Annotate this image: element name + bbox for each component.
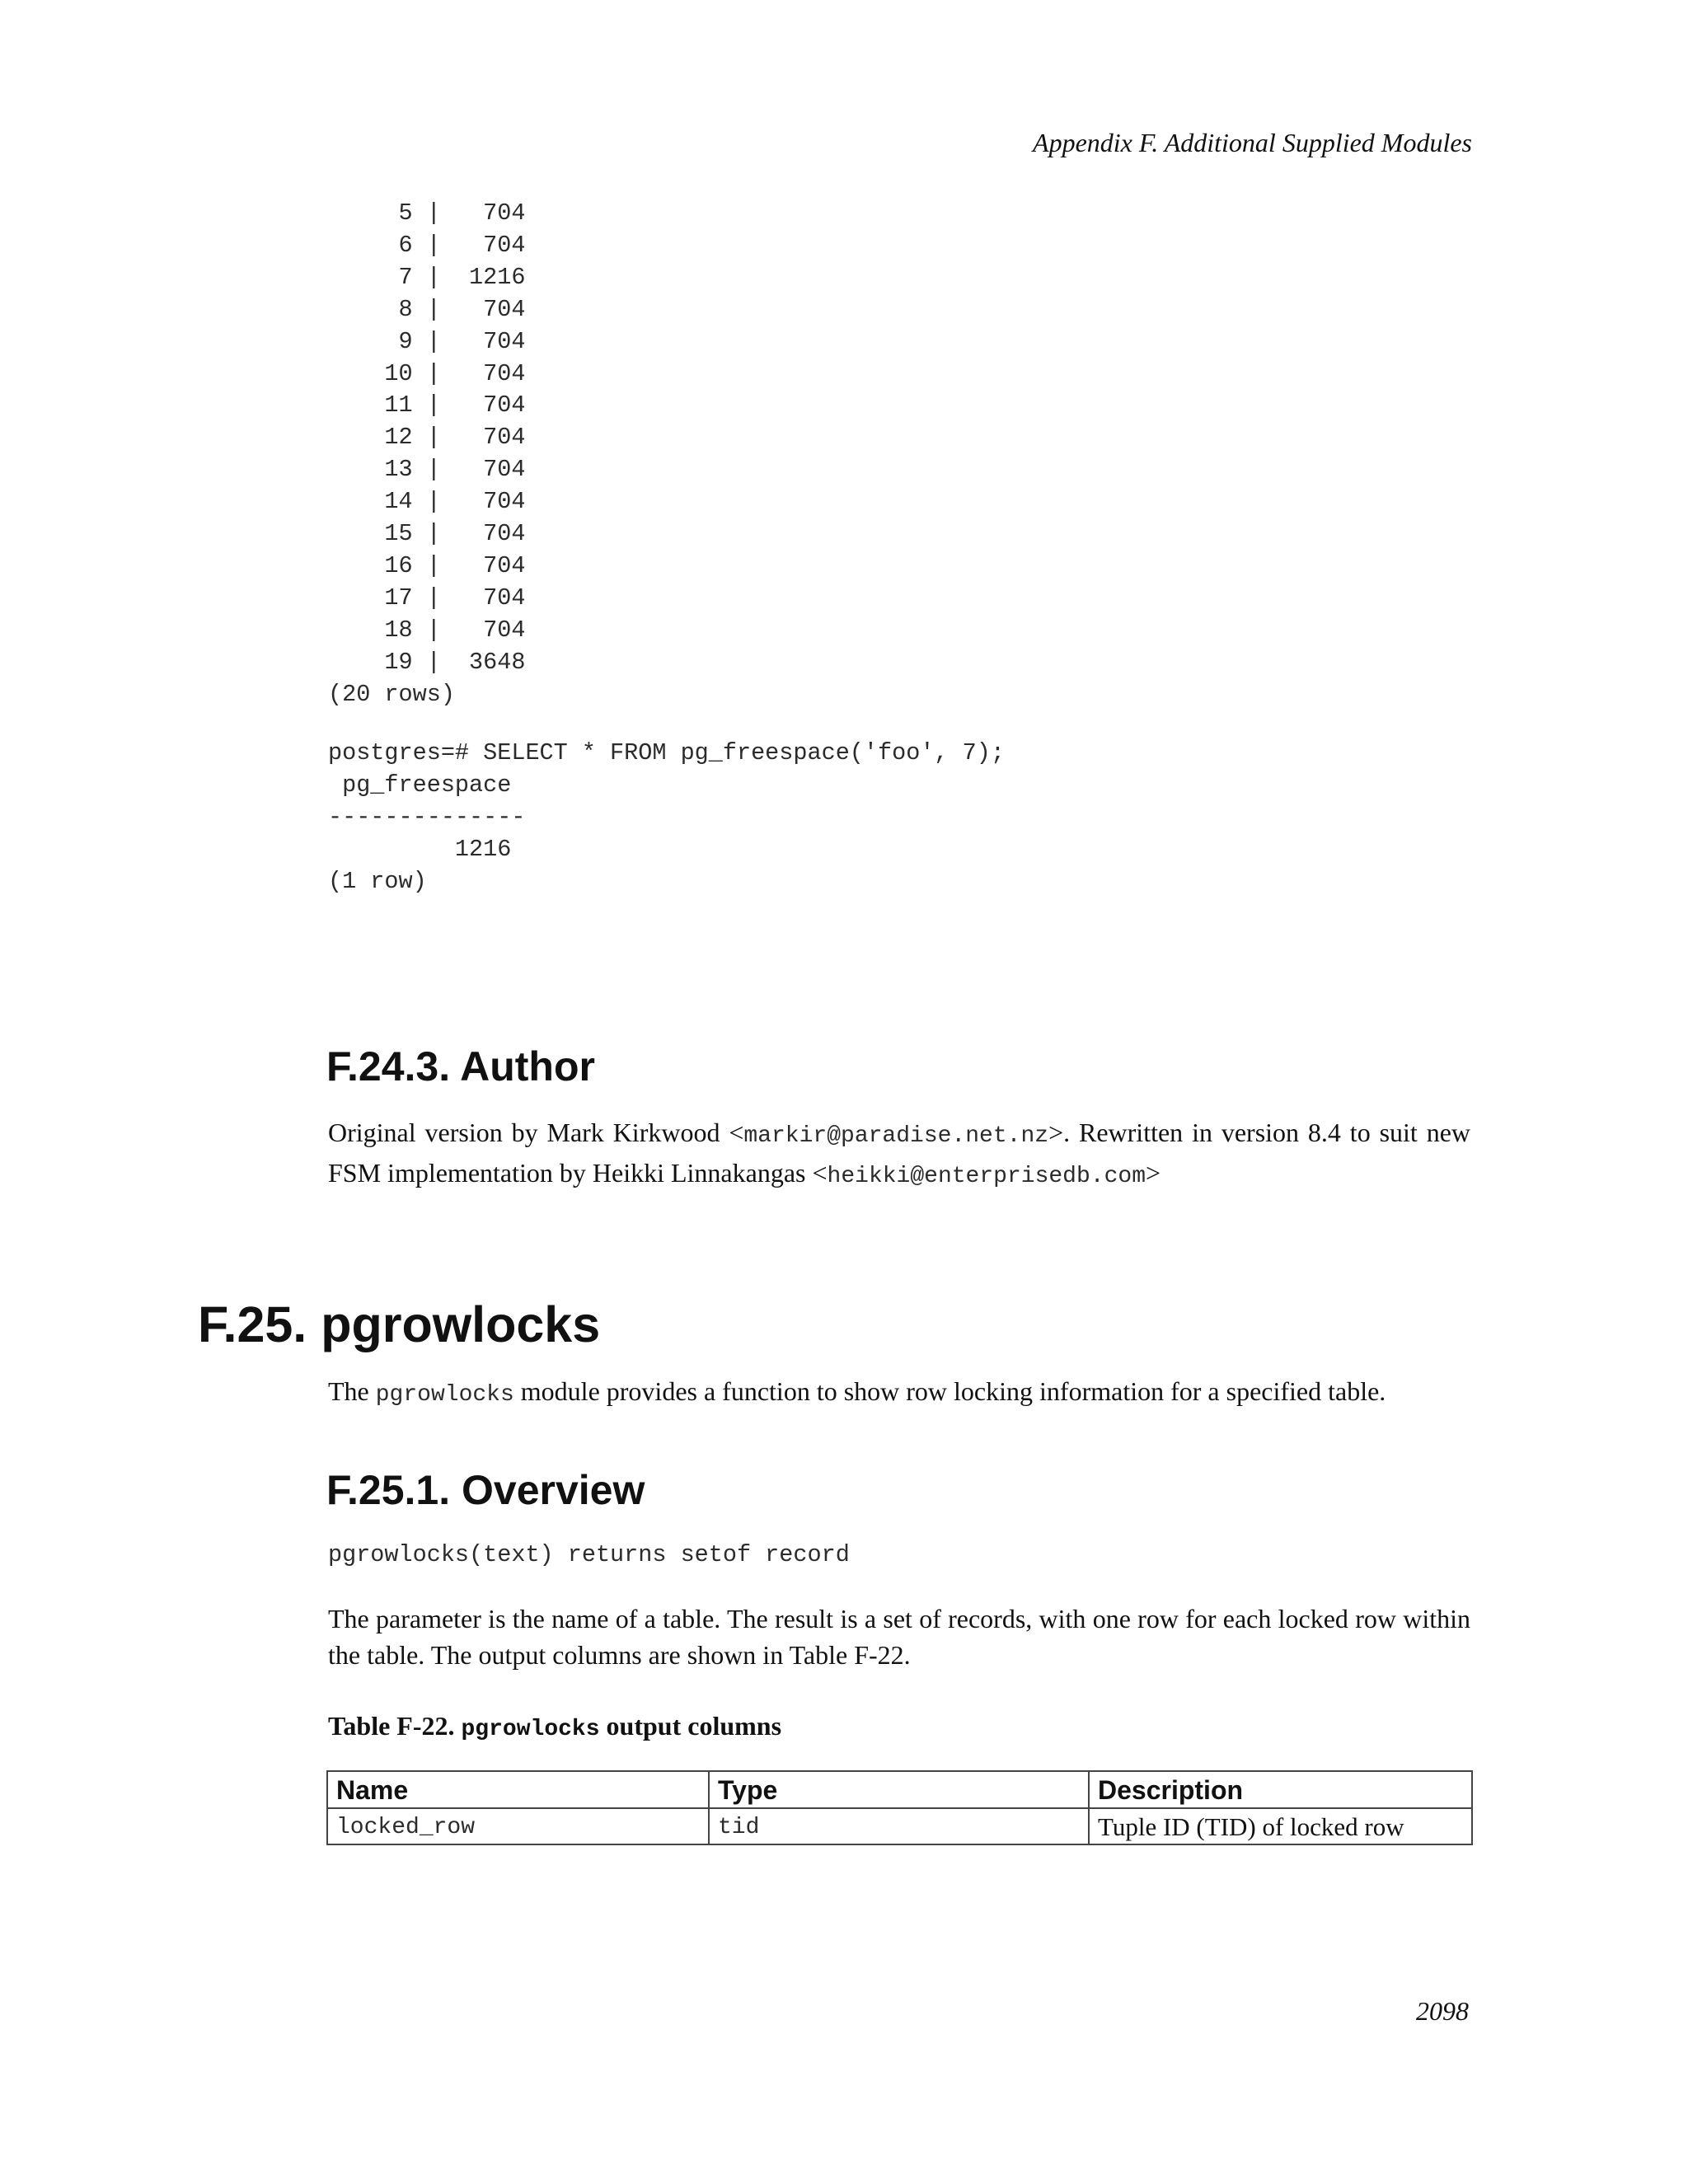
author-email-link-2[interactable]: heikki@enterprisedb.com [827, 1164, 1146, 1189]
overview-paragraph: The parameter is the name of a table. The result is a set of records, with one row for each locked row within the table. The output columns are shown in Table F-22. [328, 1604, 1470, 1670]
section-heading-overview: F.25.1. Overview [326, 1467, 645, 1513]
output-columns-table [326, 1770, 1473, 1845]
table-caption-prefix: Table F-22. [328, 1711, 462, 1741]
code-block-query-output: 5 | 704 6 | 704 7 | 1216 8 | 704 9 | 704 10 | 704 11 | 704 12 | 704 13 | 704 14 | 704 15 | 704 16 | 704 17 | 704 18 | 704 19 | 3648 (20 rows) [328, 199, 526, 708]
cell-description: Tuple ID (TID) of locked row [1089, 1808, 1472, 1844]
section-heading-author: F.24.3. Author [326, 1043, 595, 1090]
pgrowlocks-intro-paragraph [328, 1373, 1470, 1413]
intro-text-2: module provides a function to show row locking information for a specified table. [513, 1376, 1386, 1406]
column-header-type: Type [709, 1771, 1089, 1808]
chapter-heading-pgrowlocks: F.25. pgrowlocks [198, 1296, 601, 1352]
function-synopsis: pgrowlocks(text) returns setof record [328, 1541, 850, 1568]
intro-text-1: The [328, 1376, 376, 1406]
author-email-link-1[interactable]: markir@paradise.net.nz [743, 1123, 1049, 1149]
code-block-freespace-query: postgres=# SELECT * FROM pg_freespace('foo', 7); pg_freespace -------------- 1216 (1 row) [328, 739, 1005, 895]
running-header: Appendix F. Additional Supplied Modules [1033, 128, 1472, 157]
table-header-row [327, 1771, 1472, 1808]
author-paragraph [328, 1114, 1470, 1195]
table-caption-code: pgrowlocks [461, 1717, 600, 1742]
author-text-1: Original version by Mark Kirkwood < [328, 1118, 744, 1147]
cell-name: locked_row [327, 1808, 709, 1844]
author-text-2: >. Rewritten in version 8.4 to suit new FSM implementation by Heikki Linnakangas < [328, 1118, 1471, 1188]
intro-module-name: pgrowlocks [375, 1382, 514, 1408]
author-text-3: > [1146, 1158, 1161, 1188]
table-caption [328, 1711, 781, 1742]
page-number: 2098 [1416, 1996, 1469, 2026]
table-row [327, 1808, 1472, 1844]
table-caption-suffix: output columns [599, 1711, 782, 1741]
column-header-name: Name [327, 1771, 709, 1808]
column-header-description: Description [1089, 1771, 1472, 1808]
cell-type: tid [709, 1808, 1089, 1844]
